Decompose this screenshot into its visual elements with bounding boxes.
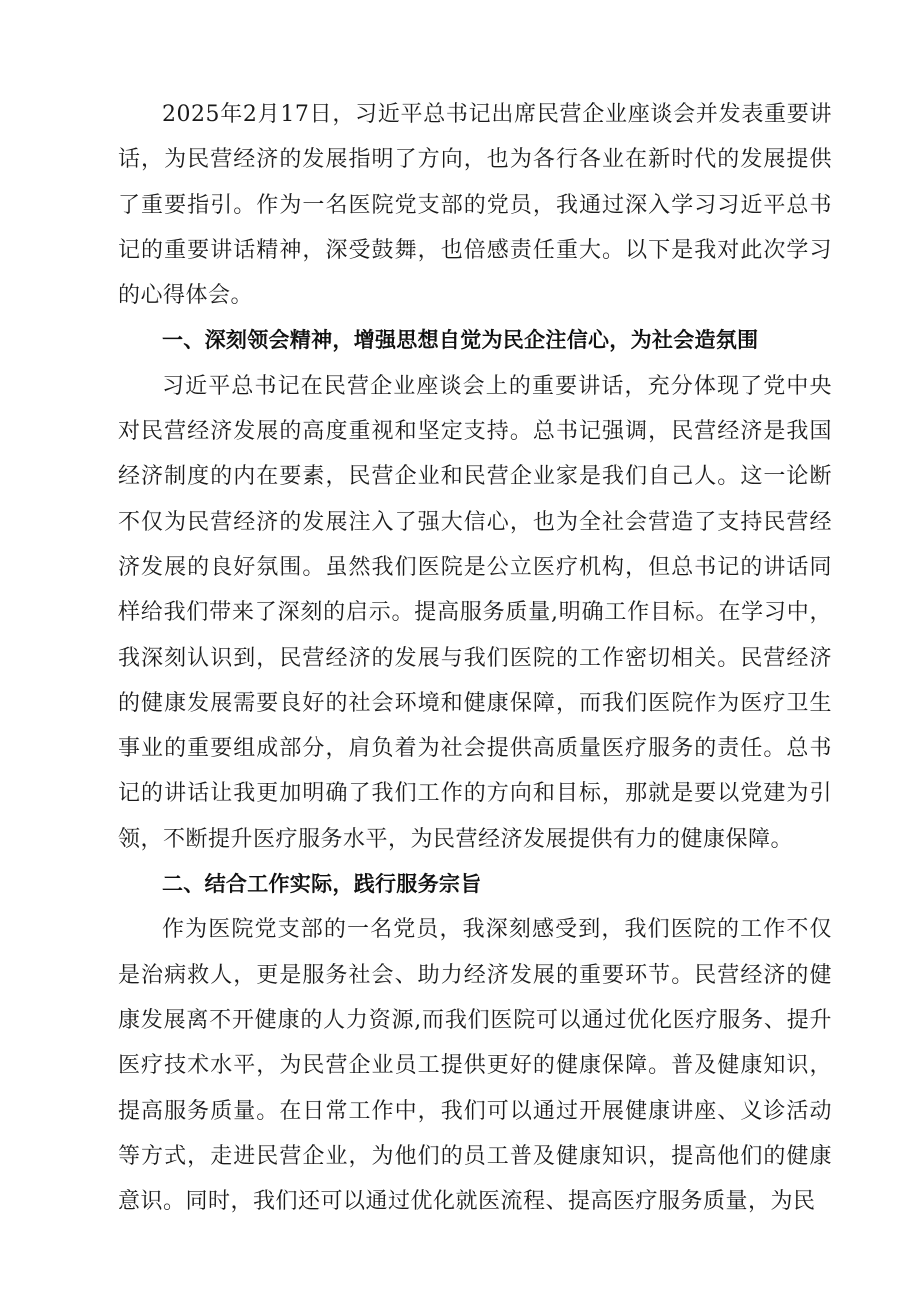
section-1-paragraph: 习近平总书记在民营企业座谈会上的重要讲话，充分体现了党中央对民营经济发展的高度重视和坚定支持。总书记强调，民营经济是我国经济制度的内在要素，民营企业和民营企业家是我们自己人。这一论断不仅为民营经济的发展注入了强大信心，也为全社会营造了支持民营经济发展的良好氛围。虽然我们医院是公立医疗机构，但总书记的讲话同样给我们带来了深刻的启示。提高服务质量,明确工作目标。在学习中，我深刻认识到，民营经济的发展与我们医院的工作密切相关。民营经济的健康发展需要良好的社会环境和健康保障，而我们医院作为医疗卫生事业的重要组成部分，肩负着为社会提供高质量医疗服务的责任。总书记的讲话让我更加明确了我们工作的方向和目标，那就是要以党建为引领，不断提升医疗服务水平，为民营经济发展提供有力的健康保障。 (118, 373, 832, 852)
section-1-heading: 一、深刻领会精神，增强思想自觉为民企注信心，为社会造氛围 (162, 328, 759, 353)
section-2-heading: 二、结合工作实际，践行服务宗旨 (162, 872, 482, 897)
document-body (118, 92, 832, 1224)
intro-paragraph: 2025年2月17日，习近平总书记出席民营企业座谈会并发表重要讲话，为民营经济的发展指明了方向，也为各行各业在新时代的发展提供了重要指引。作为一名医院党支部的党员，我通过深入学习习近平总书记的重要讲话精神，深受鼓舞，也倍感责任重大。以下是我对此次学习的心得体会。 (118, 102, 832, 309)
section-2-paragraph: 作为医院党支部的一名党员，我深刻感受到，我们医院的工作不仅是治病救人，更是服务社会、助力经济发展的重要环节。民营经济的健康发展离不开健康的人力资源,而我们医院可以通过优化医疗服务、提升医疗技术水平，为民营企业员工提供更好的健康保障。普及健康知识，提高服务质量。在日常工作中，我们可以通过开展健康讲座、义诊活动等方式，走进民营企业，为他们的员工普及健康知识，提高他们的健康意识。同时，我们还可以通过优化就医流程、提高医疗服务质量，为民 (118, 917, 832, 1215)
